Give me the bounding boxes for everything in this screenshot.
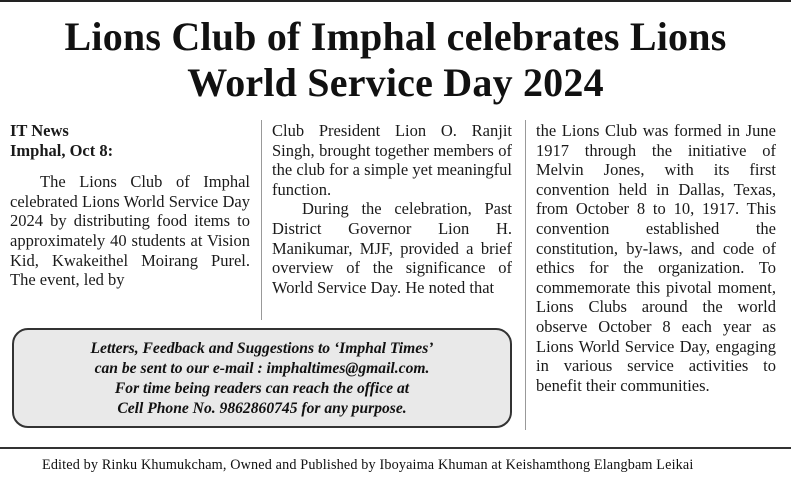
reader-notice-box (12, 328, 512, 428)
column-divider (525, 120, 526, 430)
top-rule (0, 0, 791, 2)
article-column-3 (536, 121, 776, 395)
article-column-2 (272, 121, 512, 297)
article-paragraph: the Lions Club was formed in June 1917 through the initiative of Melvin Jones, with its first convention held in Dallas, Texas, from October 8 to 10, 1917. This convention established the constitution, by-laws, and code of ethics for the organization. To commemorate this pivotal moment, Lions Clubs around the world observe October 8 each year as Lions World Service Day, engaging in various service activities to benefit their communities. (536, 121, 776, 395)
dateline: Imphal, Oct 8: (10, 140, 114, 160)
notice-line: Cell Phone No. 9862860745 for any purpose. (117, 400, 407, 417)
news-source: IT News (10, 121, 69, 140)
notice-line: Letters, Feedback and Suggestions to ‘Imphal Times’ (90, 340, 434, 357)
article-paragraph: During the celebration, Past District Governor Lion H. Manikumar, MJF, provided a brief overview of the significance of World Service Day. He noted that (272, 199, 512, 297)
headline-line-1: Lions Club of Imphal celebrates Lions (64, 14, 727, 59)
notice-line: For time being readers can reach the office at (114, 380, 410, 397)
article-paragraph: Club President Lion O. Ranjit Singh, brought together members of the club for a simple yet meaningful function. (272, 121, 512, 199)
article-paragraph: The Lions Club of Imphal celebrated Lions World Service Day 2024 by distributing food items to approximately 40 students at Vision Kid, Kwakeithel Moirang Purel. The event, led by (10, 172, 250, 290)
headline-line-2: World Service Day 2024 (187, 60, 604, 105)
column-divider (261, 120, 262, 320)
notice-line: can be sent to our e-mail : imphaltimes@gmail.com. (94, 360, 430, 377)
imprint-line: Edited by Rinku Khumukcham, Owned and Published by Iboyaima Khuman at Keishamthong Elangbam Leikai (42, 457, 694, 473)
headline (0, 14, 791, 106)
article-column-1 (10, 121, 250, 290)
bottom-rule (0, 447, 791, 449)
